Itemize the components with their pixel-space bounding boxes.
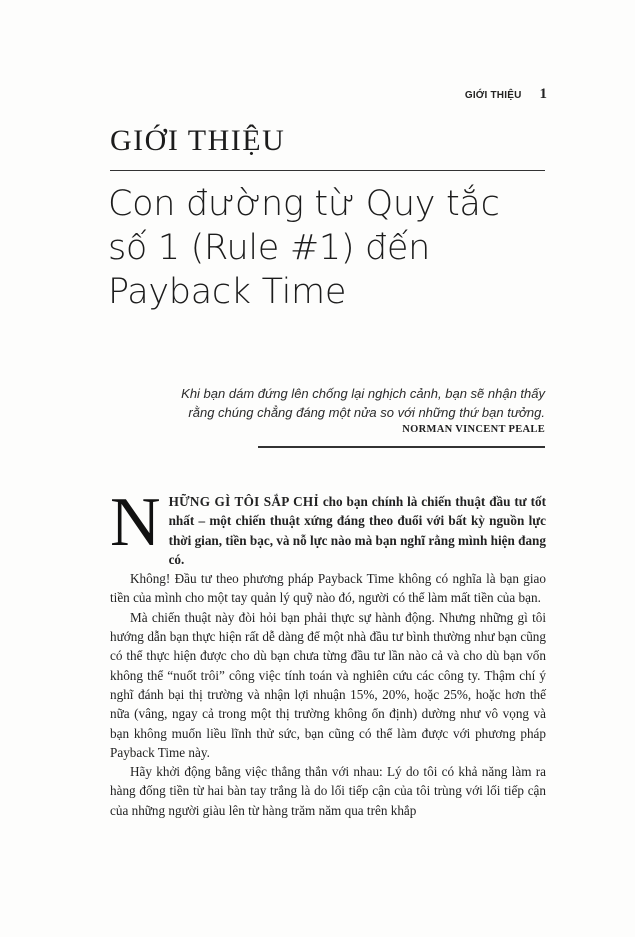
drop-cap: N: [110, 484, 161, 561]
chapter-divider: [110, 170, 545, 171]
page-number: 1: [539, 86, 547, 102]
epigraph: [175, 384, 545, 435]
chapter-label: GIỚI THIỆU: [110, 124, 286, 157]
lead-smallcaps: HỮNG GÌ TÔI SẮP CHỈ: [168, 494, 319, 509]
paragraph-2: Mà chiến thuật này đòi hỏi bạn phải thực sự hành động. Nhưng những gì tôi hướng dẫn bạn thực hiện rất dễ dàng để một nhà đầu tư bình thường như bạn cũng có thể thực hiện được cho dù bạn chưa từng đầu tư lần nào cả và cho dù bạn vốn không thể “nuốt trôi” công việc tính toán và nghiên cứu các công ty. Thậm chí ý nghĩ đánh bại thị trường và nhận lợi nhuận 15%, 20%, hoặc 25%, hoặc hơn thế nữa (vâng, ngay cả trong một thị trường không ổn định) dường như vô vọng và bạn không muốn liều lĩnh thử sức, bạn cũng có thể làm được với phương pháp Payback Time này.: [110, 609, 546, 760]
paragraph-1: Không! Đầu tư theo phương pháp Payback Time không có nghĩa là bạn giao tiền của mình cho một tay quản lý quỹ nào đó, người có thể làm mất tiền của bạn.: [110, 571, 546, 606]
body-text: [110, 484, 546, 820]
epigraph-text: Khi bạn dám đứng lên chống lại nghịch cảnh, bạn sẽ nhận thấy rằng chúng chẳng đáng một nửa so với những thứ bạn tưởng.: [181, 386, 545, 420]
running-head-title: GIỚI THIỆU: [464, 90, 522, 101]
epigraph-author: NORMAN VINCENT PEALE: [402, 424, 545, 435]
chapter-title: Con đường từ Quy tắc số 1 (Rule #1) đến Payback Time: [108, 184, 500, 312]
epigraph-divider: [258, 446, 545, 448]
lead-paragraph: [110, 484, 546, 569]
paragraph-3: Hãy khởi động bằng việc thẳng thắn với nhau: Lý do tôi có khả năng làm ra hàng đống tiền từ hai bàn tay trắng là do lối tiếp cận của tôi trùng với lối tiếp cận của những người giàu lên từ hàng trăm năm qua trên khắp: [110, 764, 546, 818]
lead-rest: cho bạn chính là chiến thuật đầu tư tốt nhất – một chiến thuật xứng đáng theo đuổi với bất kỳ nguồn lực thời gian, tiền bạc, và nỗ lực nào mà bạn nghĩ rằng mình hiện đang có.: [168, 494, 546, 567]
running-head: [465, 86, 547, 103]
